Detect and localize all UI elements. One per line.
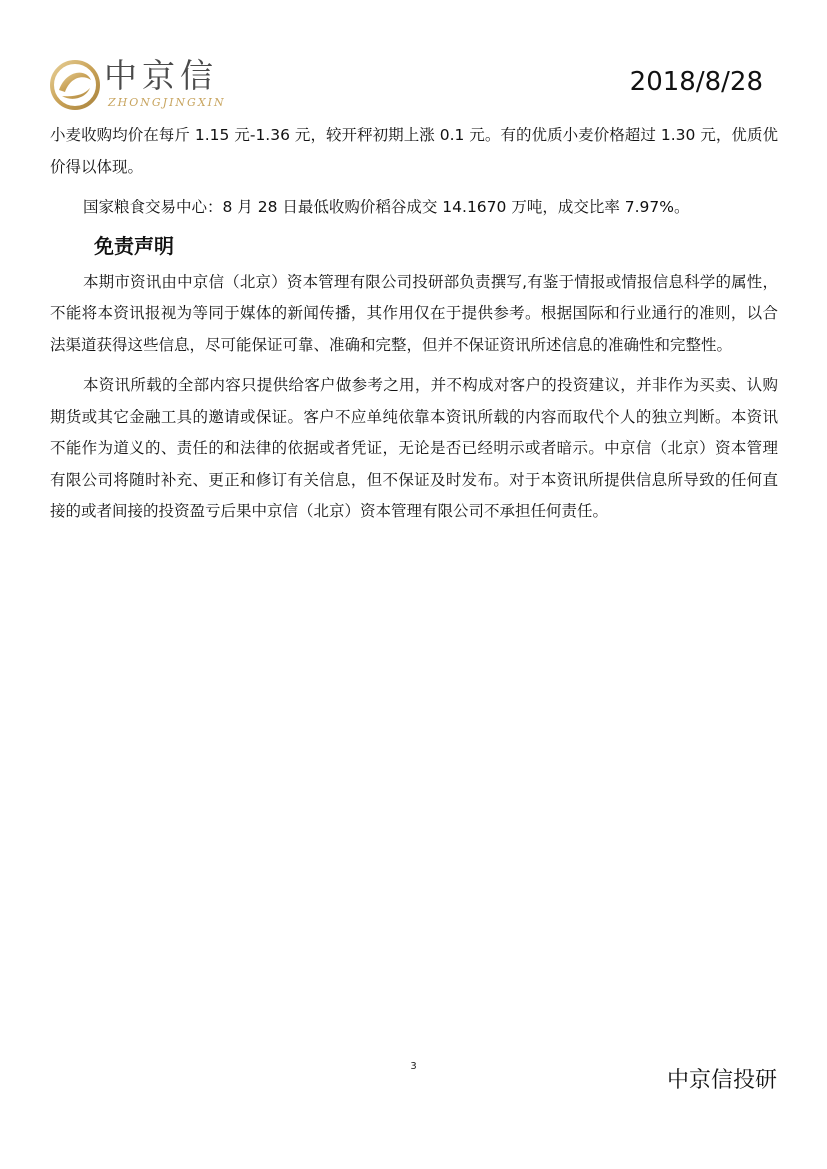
disclaimer-paragraph-1: 本期市资讯由中京信（北京）资本管理有限公司投研部负责撰写,有鉴于情报或情报信息科学的属性，不能将本资讯报视为等同于媒体的新闻传播，其作用仅在于提供参考。根据国际和行业通行的准则，以合法渠道获得这些信息，尽可能保证可靠、准确和完整，但并不保证资讯所述信息的准确性和完整性。 <box>50 272 778 354</box>
footer-brand: 中京信投研 <box>666 1068 777 1093</box>
wheat-price-paragraph: 小麦收购均价在每斤 1.15 元-1.36 元，较开秤初期上涨 0.1 元。有的优质小麦价格超过 1.30 元，优质优价得以体现。 <box>50 126 778 176</box>
disclaimer-heading: 免责声明 <box>94 233 174 258</box>
report-date: 2018/8/28 <box>629 67 763 97</box>
logo-chinese-name: 中京信 <box>104 56 218 95</box>
page-header <box>0 0 827 120</box>
logo-icon <box>50 58 100 112</box>
disclaimer-paragraph-2: 本资讯所载的全部内容只提供给客户做参考之用，并不构成对客户的投资建议，并非作为买卖、认购期货或其它金融工具的邀请或保证。客户不应单纯依靠本资讯所载的内容而取代个人的独立判断。本资讯不能作为道义的、责任的和法律的依据或者凭证，无论是否已经明示或者暗示。中京信（北京）资本管理有限公司将随时补充、更正和修订有关信息，但不保证及时发布。对于本资讯所提供信息所导致的任何直接的或者间接的投资盈亏后果中京信（北京）资本管理有限公司不承担任何责任。 <box>50 376 778 520</box>
page-number: 3 <box>410 1061 417 1072</box>
document-body <box>50 120 778 528</box>
logo-english-name: ZHONGJINGXIN <box>108 96 226 109</box>
grain-exchange-paragraph: 国家粮食交易中心：8 月 28 日最低收购价稻谷成交 14.1670 万吨，成交比率 7.97%。 <box>83 198 690 216</box>
